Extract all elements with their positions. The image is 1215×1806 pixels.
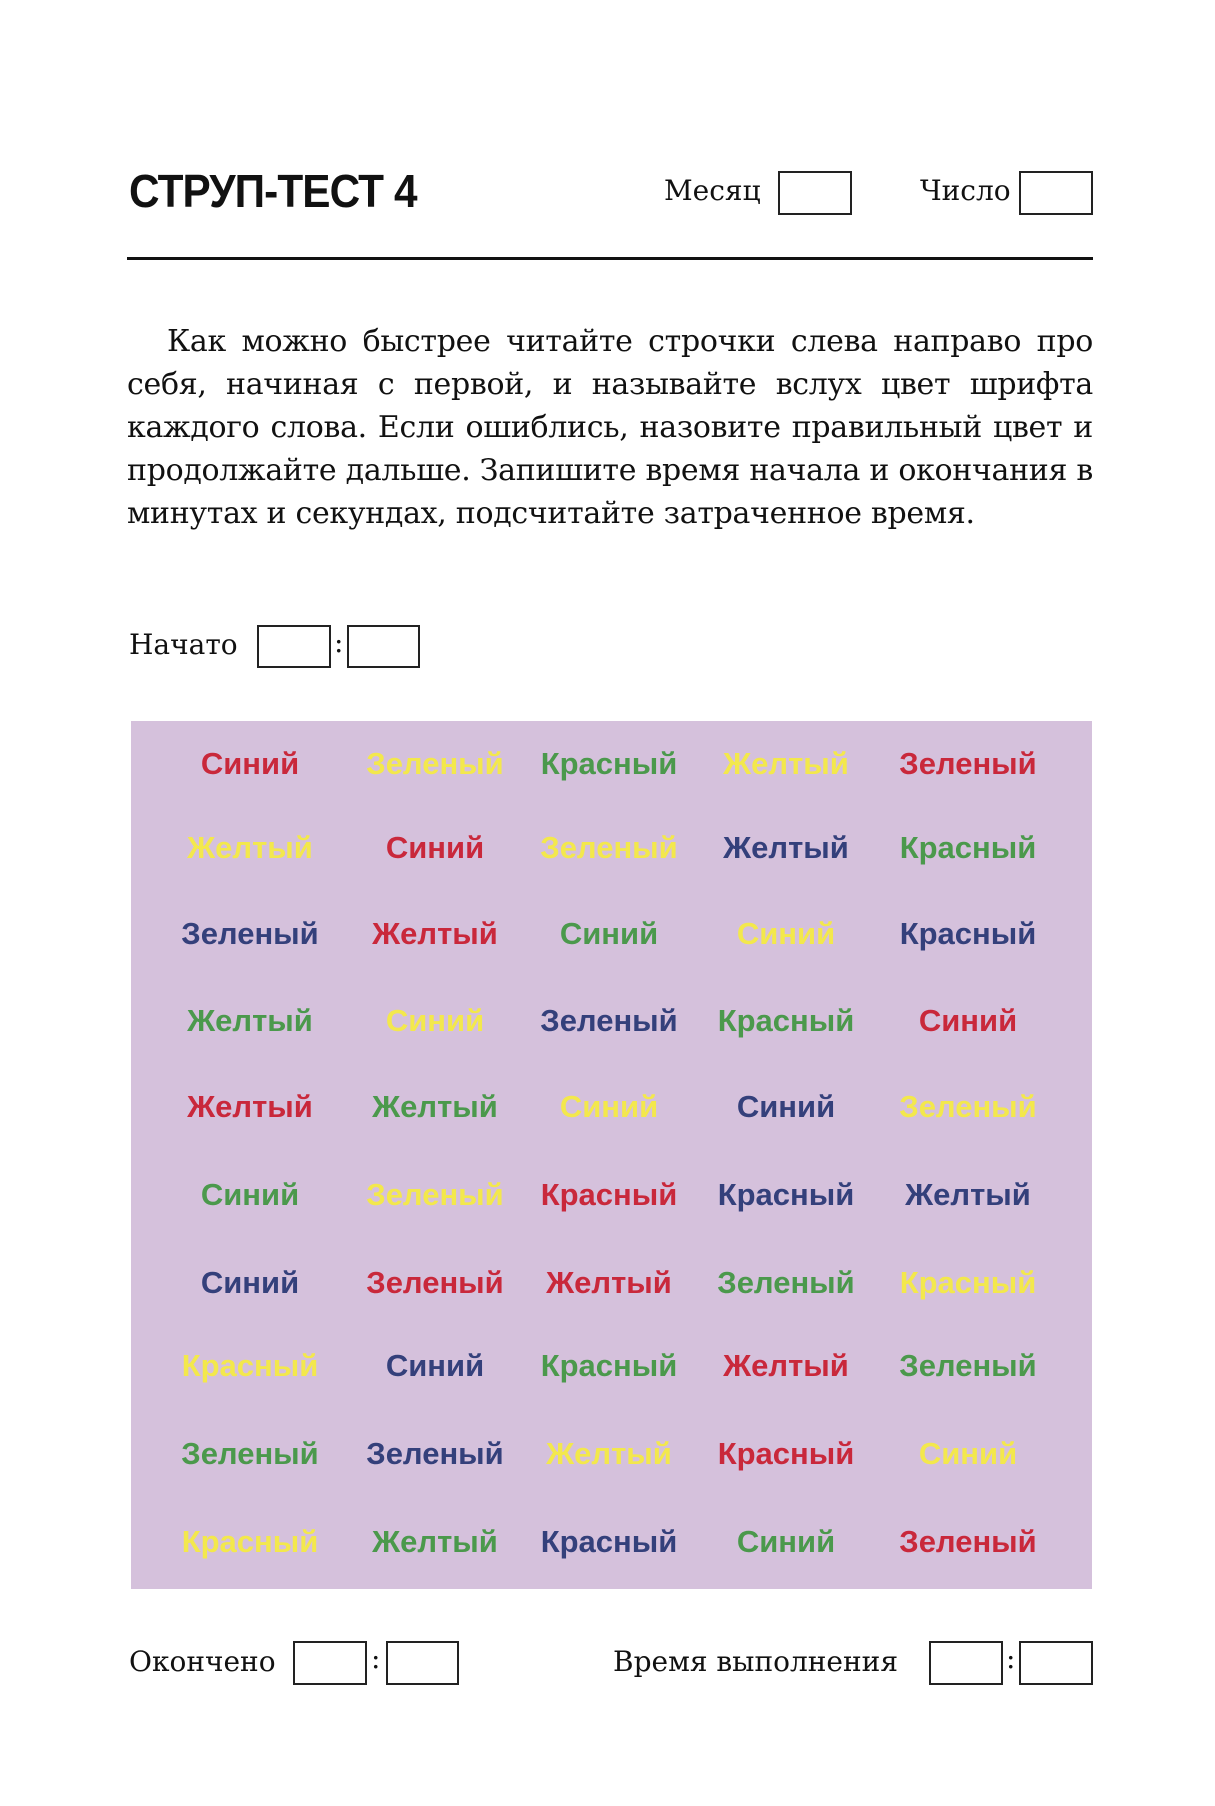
finish-minutes-field[interactable] (293, 1641, 367, 1685)
stroop-word: Желтый (546, 1436, 672, 1471)
stroop-word: Синий (918, 1003, 1018, 1038)
instructions-text: Как можно быстрее читайте строчки слева направо про себя, начиная с первой, и называйте вслух цвет шрифта каждого слова. Если ошиблись, назовите правильный цвет и продолжайте дальше. Запишите время начала и окончания в минутах и секундах, подсчитайте затраченное время. (127, 324, 1093, 531)
stroop-word: Красный (899, 916, 1037, 951)
stroop-word: Желтый (546, 1265, 672, 1300)
stroop-word: Зеленый (181, 916, 319, 951)
stroop-word: Синий (736, 1524, 836, 1559)
stroop-word: Красный (717, 1436, 855, 1471)
start-label: Начато (129, 628, 238, 661)
stroop-word: Красный (899, 1265, 1037, 1300)
stroop-word: Желтый (187, 1003, 313, 1038)
stroop-word: Желтый (372, 916, 498, 951)
divider (127, 257, 1093, 260)
stroop-word: Зеленый (899, 746, 1037, 781)
stroop-word: Желтый (723, 1348, 849, 1383)
stroop-word: Красный (717, 1003, 855, 1038)
stroop-word: Желтый (372, 1089, 498, 1124)
stroop-word: Зеленый (366, 1436, 504, 1471)
stroop-word: Зеленый (540, 1003, 678, 1038)
stroop-word: Красный (717, 1177, 855, 1212)
stroop-word: Красный (540, 1524, 678, 1559)
stroop-word: Синий (200, 1265, 300, 1300)
stroop-word: Зеленый (717, 1265, 855, 1300)
stroop-word: Зеленый (181, 1436, 319, 1471)
stroop-word: Синий (385, 1348, 485, 1383)
stroop-word: Красный (540, 746, 678, 781)
stroop-word: Зеленый (366, 1265, 504, 1300)
day-field[interactable] (1019, 171, 1093, 215)
duration-seconds-field[interactable] (1019, 1641, 1093, 1685)
month-field[interactable] (778, 171, 852, 215)
start-seconds-field[interactable] (347, 625, 420, 668)
stroop-word: Зеленый (540, 830, 678, 865)
stroop-word: Зеленый (899, 1089, 1037, 1124)
stroop-word: Синий (736, 1089, 836, 1124)
stroop-word: Красный (899, 830, 1037, 865)
duration-colon: : (1006, 1642, 1016, 1675)
finish-label: Окончено (129, 1645, 276, 1678)
stroop-word: Желтый (723, 830, 849, 865)
stroop-grid (131, 721, 1092, 1589)
stroop-word: Красный (181, 1524, 319, 1559)
stroop-word: Синий (918, 1436, 1018, 1471)
stroop-word: Синий (385, 1003, 485, 1038)
stroop-word: Синий (559, 1089, 659, 1124)
stroop-word: Зеленый (899, 1524, 1037, 1559)
stroop-word: Желтый (723, 746, 849, 781)
start-minutes-field[interactable] (257, 625, 331, 668)
page-title: СТРУП-ТЕСТ 4 (129, 165, 417, 217)
stroop-word: Зеленый (366, 1177, 504, 1212)
month-label: Месяц (664, 174, 761, 207)
stroop-word: Желтый (905, 1177, 1031, 1212)
stroop-word: Желтый (372, 1524, 498, 1559)
stroop-word: Зеленый (366, 746, 504, 781)
stroop-word: Синий (736, 916, 836, 951)
stroop-word: Синий (200, 1177, 300, 1212)
stroop-word: Зеленый (899, 1348, 1037, 1383)
start-colon: : (334, 626, 344, 659)
stroop-word: Синий (559, 916, 659, 951)
duration-label: Время выполнения (613, 1645, 898, 1678)
stroop-word: Красный (540, 1177, 678, 1212)
day-label: Число (920, 174, 1011, 207)
stroop-word: Красный (540, 1348, 678, 1383)
stroop-word: Синий (385, 830, 485, 865)
stroop-word: Желтый (187, 830, 313, 865)
duration-minutes-field[interactable] (929, 1641, 1003, 1685)
finish-colon: : (371, 1642, 381, 1675)
stroop-word: Желтый (187, 1089, 313, 1124)
finish-seconds-field[interactable] (386, 1641, 459, 1685)
stroop-word: Синий (200, 746, 300, 781)
stroop-word: Красный (181, 1348, 319, 1383)
